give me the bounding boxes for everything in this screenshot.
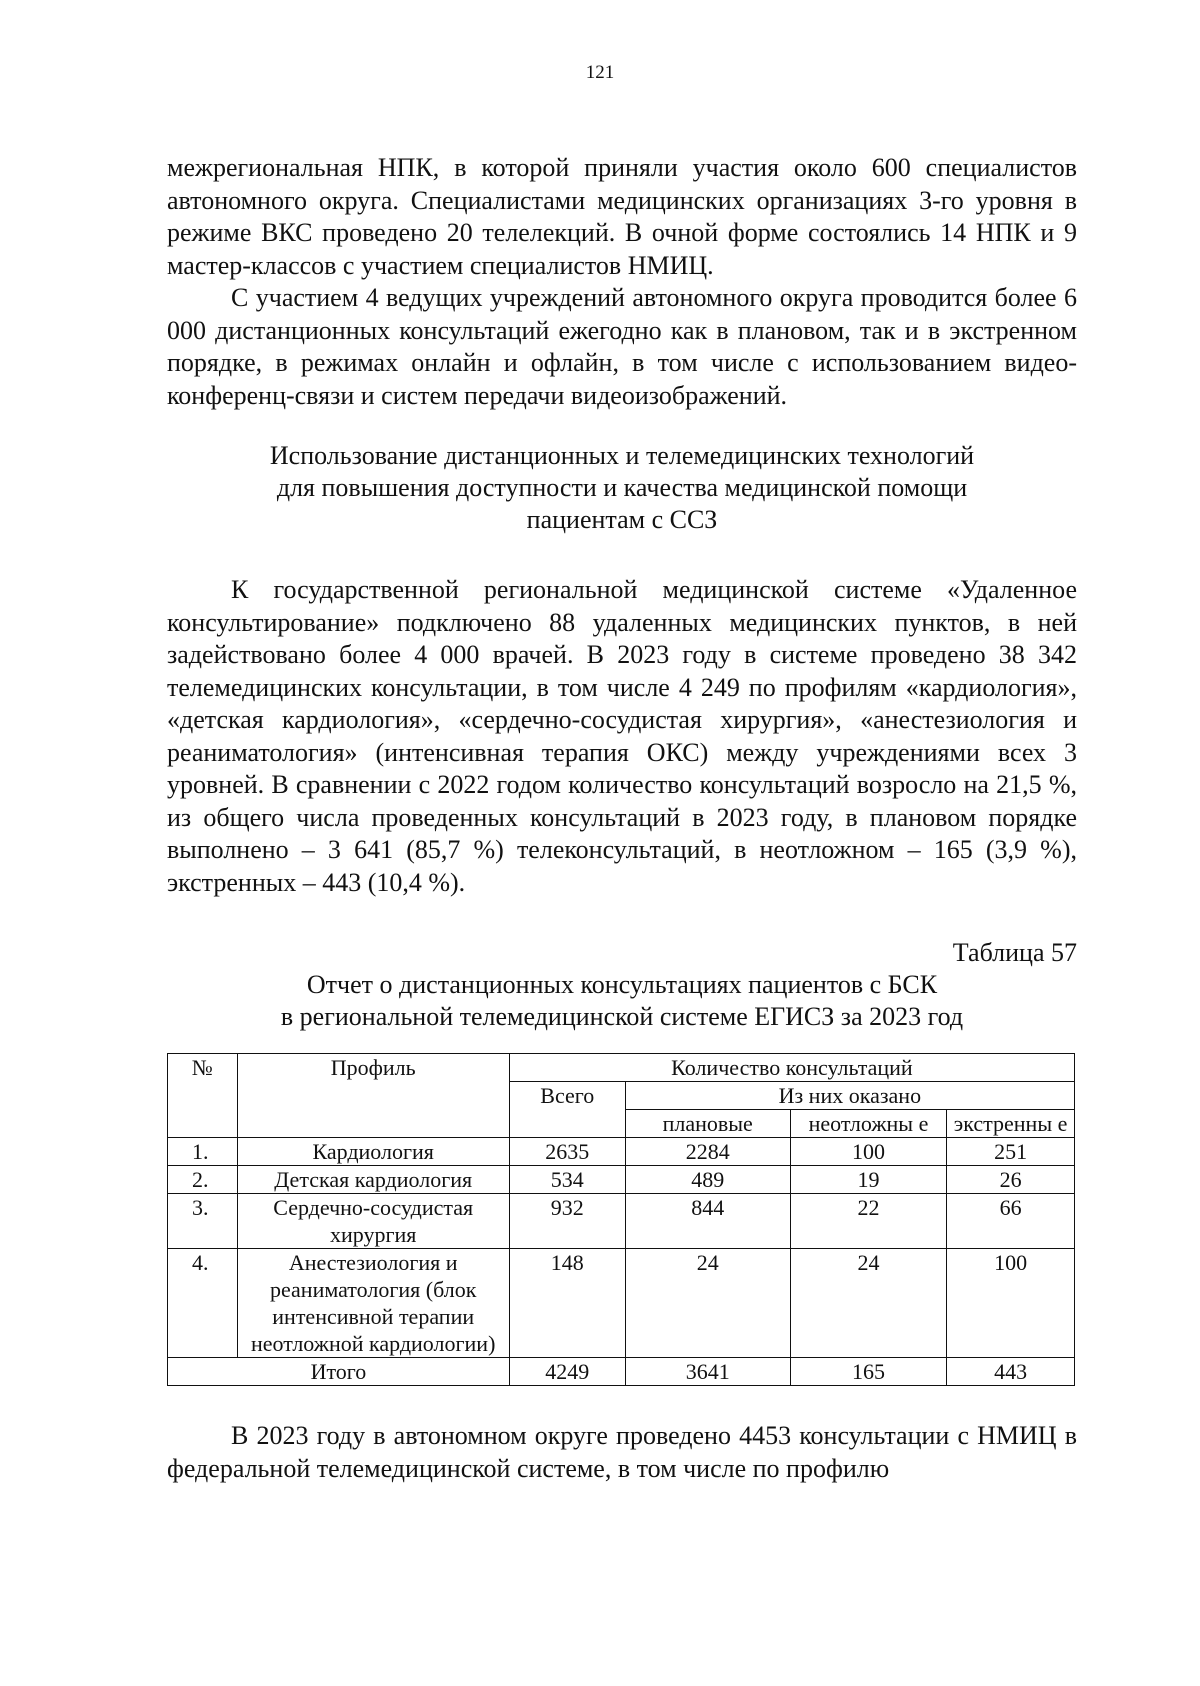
row-profile: Сердечно-сосудистая хирургия bbox=[237, 1194, 509, 1249]
row-total: 2635 bbox=[509, 1138, 625, 1166]
header-of-which: Из них оказано bbox=[625, 1082, 1074, 1110]
header-total: Всего bbox=[509, 1082, 625, 1138]
table-row bbox=[168, 1166, 1075, 1194]
row-num: 1. bbox=[168, 1138, 238, 1166]
row-num: 4. bbox=[168, 1249, 238, 1358]
row-profile: Кардиология bbox=[237, 1138, 509, 1166]
paragraph-2: С участием 4 ведущих учреждений автономного округа проводится более 6 000 дистанционных консультаций ежегодно как в плановом, так и в экстренном порядке, в режимах онлайн и офлайн, в том числе с использованием видео-конференц-связи и систем передачи видеоизображений. bbox=[167, 283, 1077, 410]
row-profile: Анестезиология и реаниматология (блок интенсивной терапии неотложной кардиологии) bbox=[237, 1249, 509, 1358]
row-emergency: 66 bbox=[947, 1194, 1075, 1249]
header-planned: плановые bbox=[625, 1110, 790, 1138]
row-profile: Детская кардиология bbox=[237, 1166, 509, 1194]
page-number: 121 bbox=[585, 62, 615, 83]
row-emergency: 26 bbox=[947, 1166, 1075, 1194]
table-label: Таблица 57 bbox=[952, 938, 1077, 967]
row-planned: 844 bbox=[625, 1194, 790, 1249]
consultations-table bbox=[167, 1053, 1075, 1386]
header-urgent: неотложны е bbox=[790, 1110, 946, 1138]
header-emergency: экстренны е bbox=[947, 1110, 1075, 1138]
section-heading bbox=[167, 440, 1077, 536]
row-total: 534 bbox=[509, 1166, 625, 1194]
row-num: 3. bbox=[168, 1194, 238, 1249]
row-emergency: 251 bbox=[947, 1138, 1075, 1166]
paragraph-4: В 2023 году в автономном округе проведено 4453 консультации с НМИЦ в федеральной телемедицинской системе, в том числе по профилю bbox=[167, 1421, 1077, 1483]
header-num: № bbox=[168, 1054, 238, 1138]
row-urgent: 22 bbox=[790, 1194, 946, 1249]
row-emergency: 100 bbox=[947, 1249, 1075, 1358]
total-emergency: 443 bbox=[947, 1358, 1075, 1386]
total-urgent: 165 bbox=[790, 1358, 946, 1386]
table-title-line-2: в региональной телемедицинской системе ЕГИСЗ за 2023 год bbox=[280, 1002, 964, 1031]
total-planned: 3641 bbox=[625, 1358, 790, 1386]
row-planned: 489 bbox=[625, 1166, 790, 1194]
row-total: 932 bbox=[509, 1194, 625, 1249]
row-total: 148 bbox=[509, 1249, 625, 1358]
row-planned: 24 bbox=[625, 1249, 790, 1358]
total-label: Итого bbox=[168, 1358, 510, 1386]
table-title-line-1: Отчет о дистанционных консультациях пациентов с БСК bbox=[306, 970, 938, 999]
row-urgent: 100 bbox=[790, 1138, 946, 1166]
table-row bbox=[168, 1249, 1075, 1358]
header-profile: Профиль bbox=[237, 1054, 509, 1138]
row-urgent: 24 bbox=[790, 1249, 946, 1358]
table-header-row-1 bbox=[168, 1054, 1075, 1082]
document-body bbox=[167, 152, 1077, 1485]
section-heading-line-3: пациентам с ССЗ bbox=[526, 505, 718, 534]
header-count: Количество консультаций bbox=[509, 1054, 1074, 1082]
row-urgent: 19 bbox=[790, 1166, 946, 1194]
row-planned: 2284 bbox=[625, 1138, 790, 1166]
table-row bbox=[168, 1194, 1075, 1249]
section-heading-line-2: для повышения доступности и качества медицинской помощи bbox=[276, 473, 968, 502]
section-heading-line-1: Использование дистанционных и телемедицинских технологий bbox=[269, 441, 975, 470]
table-total-row bbox=[168, 1358, 1075, 1386]
row-num: 2. bbox=[168, 1166, 238, 1194]
paragraph-3: К государственной региональной медицинской системе «Удаленное консультирование» подключено 88 удаленных медицинских пунктов, в ней задействовано более 4 000 врачей. В 2023 году в системе проведено 38 342 телемедицинских консультации, в том числе 4 249 по профилям «кардиология», «детская кардиология», «сердечно-сосудистая хирургия», «анестезиология и реаниматология» (интенсивная терапия ОКС) между учреждениями всех 3 уровней. В сравнении с 2022 годом количество консультаций возросло на 21,5 %, из общего числа проведенных консультаций в 2023 году, в плановом порядке выполнено – 3 641 (85,7 %) телеконсультаций, в неотложном – 165 (3,9 %), экстренных – 443 (10,4 %). bbox=[167, 575, 1077, 897]
total-total: 4249 bbox=[509, 1358, 625, 1386]
table-row bbox=[168, 1138, 1075, 1166]
paragraph-1: межрегиональная НПК, в которой приняли участия около 600 специалистов автономного округа. Специалистами медицинских организациях 3-го уровня в режиме ВКС проведено 20 телелекций. В очной форме состоялись 14 НПК и 9 мастер-классов с участием специалистов НМИЦ. bbox=[167, 153, 1077, 280]
